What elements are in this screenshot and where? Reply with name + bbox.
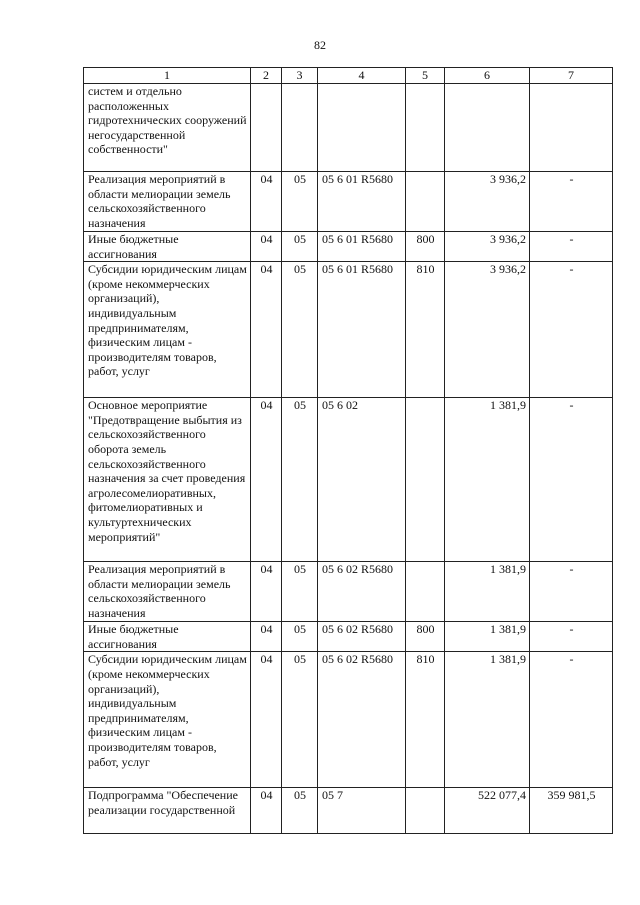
row-amount-2: - [530,652,613,788]
row-subsection: 05 [282,232,318,262]
row-subsection: 05 [282,652,318,788]
row-target-code: 05 6 02 R5680 [318,652,406,788]
row-amount-2: - [530,232,613,262]
row-target-code: 05 6 01 R5680 [318,172,406,232]
row-expense-type: 800 [406,232,445,262]
row-expense-type: 810 [406,652,445,788]
row-amount-2: 359 981,5 [530,788,613,834]
row-expense-type: 800 [406,622,445,652]
budget-table [83,67,613,834]
row-target-code: 05 6 02 R5680 [318,562,406,622]
table-row [84,652,613,788]
row-amount-1: 3 936,2 [445,262,530,398]
table-row [84,562,613,622]
row-amount-2 [530,84,613,172]
column-header: 2 [251,68,282,84]
row-subsection: 05 [282,262,318,398]
row-name: Подпрограмма "Обеспечение реализации государственной [84,788,251,834]
column-header: 7 [530,68,613,84]
row-amount-2: - [530,622,613,652]
row-subsection: 05 [282,622,318,652]
row-section: 04 [251,652,282,788]
column-header: 6 [445,68,530,84]
row-section: 04 [251,788,282,834]
row-amount-1 [445,84,530,172]
row-name: Реализация мероприятий в области мелиорации земель сельскохозяйственного назначения [84,172,251,232]
row-subsection: 05 [282,788,318,834]
row-expense-type [406,398,445,562]
row-amount-1: 1 381,9 [445,562,530,622]
row-amount-2: - [530,398,613,562]
row-name: Субсидии юридическим лицам (кроме некоммерческих организаций), индивидуальным предпринимателям, физическим лицам - производителям товаров, работ, услуг [84,652,251,788]
row-section: 04 [251,398,282,562]
row-section: 04 [251,232,282,262]
table-row [84,84,613,172]
row-amount-2: - [530,562,613,622]
row-amount-1: 1 381,9 [445,398,530,562]
row-amount-2: - [530,262,613,398]
row-amount-2: - [530,172,613,232]
table-row [84,788,613,834]
row-section: 04 [251,562,282,622]
row-target-code [318,84,406,172]
table-header-row [84,68,613,84]
row-expense-type: 810 [406,262,445,398]
table-row [84,232,613,262]
row-expense-type [406,562,445,622]
row-name: Основное мероприятие "Предотвращение выбытия из сельскохозяйственного оборота земель сельскохозяйственного назначения за счет проведения агролесомелиоративных, фитомелиоративных и культуртехнических мероприятий" [84,398,251,562]
page-number: 82 [314,38,326,52]
row-section: 04 [251,172,282,232]
row-target-code: 05 6 02 R5680 [318,622,406,652]
row-target-code: 05 6 02 [318,398,406,562]
row-section: 04 [251,622,282,652]
table-row [84,172,613,232]
row-amount-1: 3 936,2 [445,172,530,232]
column-header: 1 [84,68,251,84]
column-header: 5 [406,68,445,84]
row-section: 04 [251,262,282,398]
row-expense-type [406,788,445,834]
row-subsection [282,84,318,172]
row-name: систем и отдельно расположенных гидротехнических сооружений негосударственной собственности" [84,84,251,172]
table-row [84,398,613,562]
row-subsection: 05 [282,398,318,562]
column-header: 4 [318,68,406,84]
column-header: 3 [282,68,318,84]
row-target-code: 05 6 01 R5680 [318,232,406,262]
row-expense-type [406,172,445,232]
row-expense-type [406,84,445,172]
row-amount-1: 1 381,9 [445,622,530,652]
row-subsection: 05 [282,172,318,232]
row-name: Иные бюджетные ассигнования [84,232,251,262]
row-amount-1: 1 381,9 [445,652,530,788]
row-target-code: 05 7 [318,788,406,834]
row-name: Иные бюджетные ассигнования [84,622,251,652]
row-name: Реализация мероприятий в области мелиорации земель сельскохозяйственного назначения [84,562,251,622]
table-row [84,262,613,398]
table-row [84,622,613,652]
row-amount-1: 522 077,4 [445,788,530,834]
row-target-code: 05 6 01 R5680 [318,262,406,398]
row-name: Субсидии юридическим лицам (кроме некоммерческих организаций), индивидуальным предпринимателям, физическим лицам - производителям товаров, работ, услуг [84,262,251,398]
row-amount-1: 3 936,2 [445,232,530,262]
row-subsection: 05 [282,562,318,622]
row-section [251,84,282,172]
